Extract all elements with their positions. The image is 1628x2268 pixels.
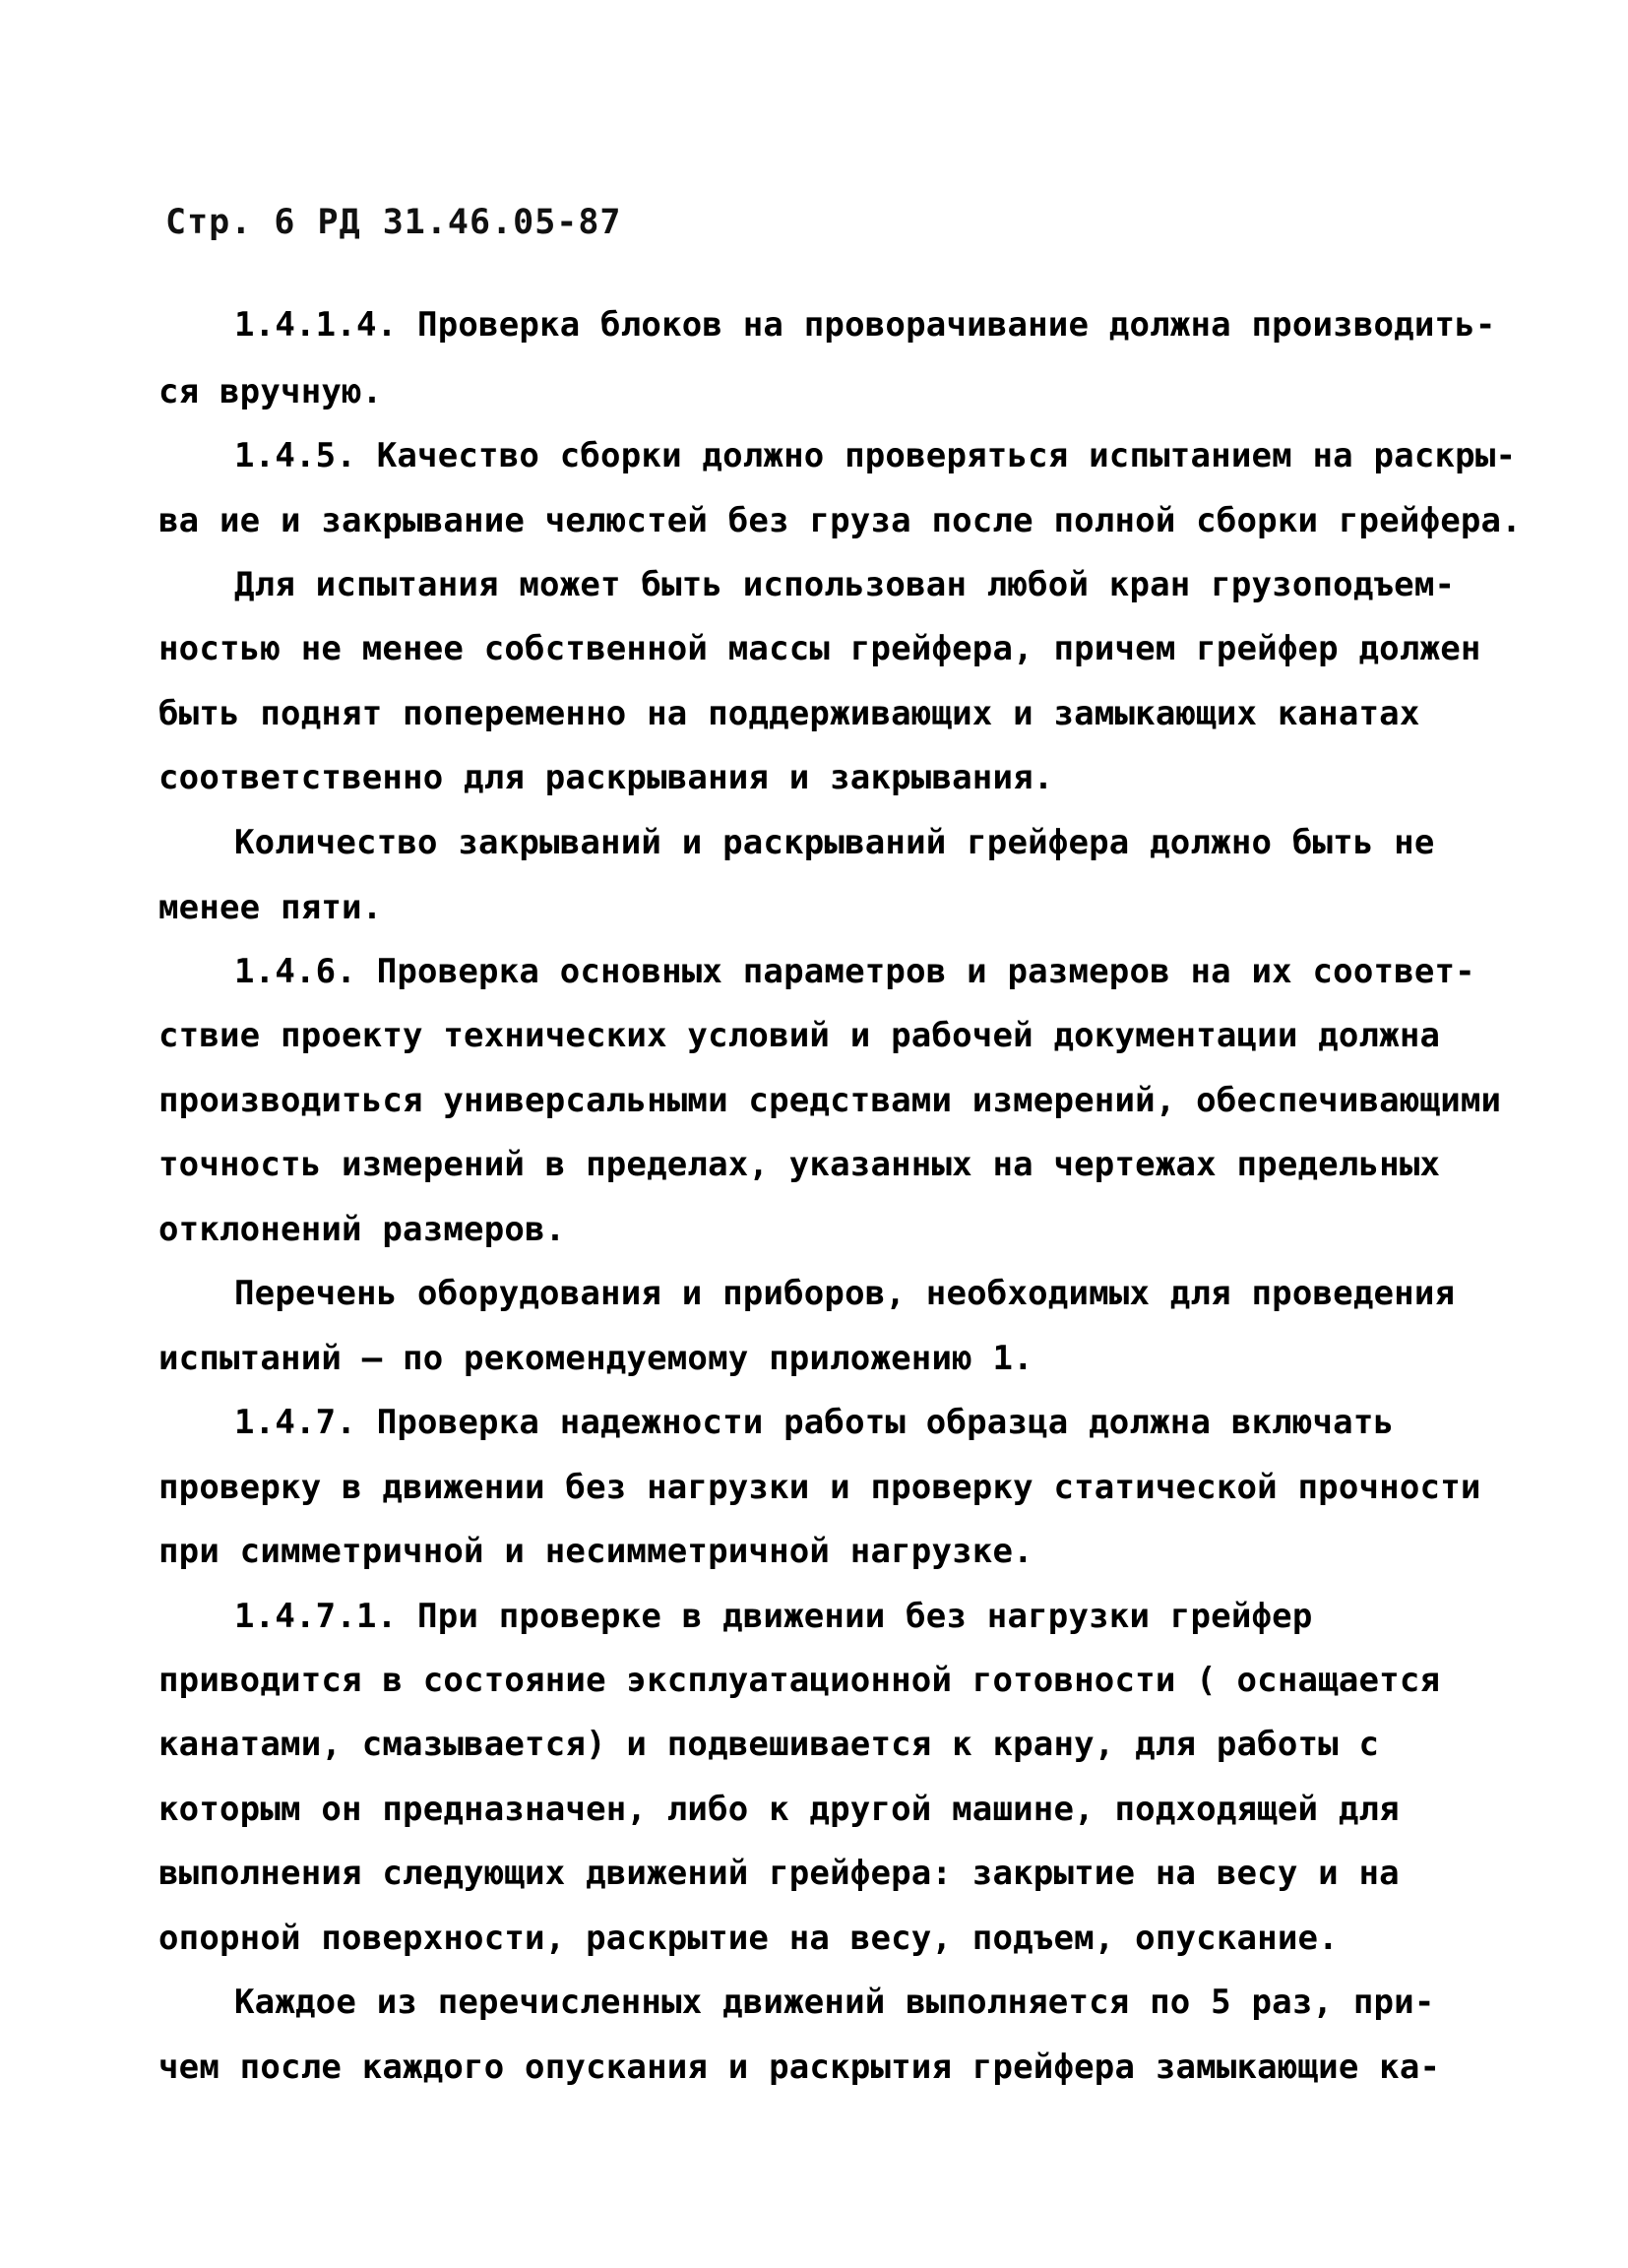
text-line: 1.4.1.4. Проверка блоков на проворачивание должна производить- bbox=[234, 305, 1496, 345]
text-line: проверку в движении без нагрузки и проверку статической прочности bbox=[158, 1468, 1481, 1507]
text-line: 1.4.7.1. При проверке в движении без нагрузки грейфер bbox=[234, 1597, 1313, 1636]
text-line: опорной поверхности, раскрытие на весу, подъем, опускание. bbox=[158, 1919, 1339, 1958]
text-line: ва ие и закрывание челюстей без груза после полной сборки грейфера. bbox=[158, 501, 1522, 540]
text-line: 1.4.5. Качество сборки должно проверяться испытанием на раскры- bbox=[234, 436, 1517, 475]
text-line: чем после каждого опускания и раскрытия грейфера замыкающие ка- bbox=[158, 2048, 1441, 2087]
text-line: Перечень оборудования и приборов, необходимых для проведения bbox=[234, 1274, 1456, 1313]
text-line: Каждое из перечисленных движений выполняется по 5 раз, при- bbox=[234, 1983, 1435, 2022]
text-line: испытаний – по рекомендуемому приложению 1. bbox=[158, 1339, 1033, 1378]
text-line: 1.4.7. Проверка надежности работы образца должна включать bbox=[234, 1403, 1395, 1442]
text-line: ся вручную. bbox=[158, 372, 383, 411]
text-line: ствие проекту технических условий и рабочей документации должна bbox=[158, 1016, 1441, 1055]
text-line: точность измерений в пределах, указанных на чертежах предельных bbox=[158, 1145, 1441, 1184]
text-line: Для испытания может быть использован любой кран грузоподъем- bbox=[234, 565, 1456, 604]
text-line: отклонений размеров. bbox=[158, 1210, 566, 1249]
page-header: Стр. 6 РД 31.46.05-87 bbox=[165, 203, 622, 242]
text-line: приводится в состояние эксплуатационной готовности ( оснащается bbox=[158, 1661, 1441, 1700]
text-line: менее пяти. bbox=[158, 888, 383, 927]
text-line: выполнения следующих движений грейфера: закрытие на весу и на bbox=[158, 1854, 1400, 1893]
text-line: канатами, смазывается) и подвешивается к крану, для работы с bbox=[158, 1725, 1380, 1764]
text-line: соответственно для раскрывания и закрывания. bbox=[158, 758, 1054, 797]
text-line: при симметричной и несимметричной нагрузке. bbox=[158, 1532, 1033, 1571]
text-line: Количество закрываний и раскрываний грейфера должно быть не bbox=[234, 823, 1435, 862]
text-line: производиться универсальными средствами измерений, обеспечивающими bbox=[158, 1081, 1502, 1120]
text-line: ностью не менее собственной массы грейфера, причем грейфер должен bbox=[158, 629, 1481, 668]
text-line: 1.4.6. Проверка основных параметров и размеров на их соответ- bbox=[234, 952, 1475, 991]
text-line: быть поднят попеременно на поддерживающих и замыкающих канатах bbox=[158, 694, 1420, 733]
text-line: которым он предназначен, либо к другой машине, подходящей для bbox=[158, 1790, 1400, 1829]
